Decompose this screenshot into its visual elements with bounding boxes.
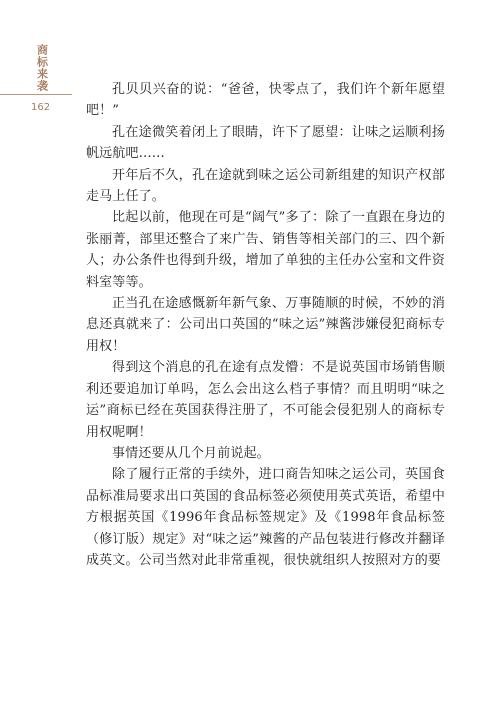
paragraph: 正当孔在途感慨新年新气象、万事随顺的时候，不妙的消息还真就来了：公司出口英国的“味之运”辣酱涉嫌侵犯商标专用权！ [86, 296, 445, 354]
body-text [86, 79, 445, 571]
paragraph: 比起以前，他现在可是“阔气”多了：除了一直跟在身边的张丽菁，部里还整合了来广告、销售等相关部门的三、四个新人；办公条件也得到升级，增加了单独的主任办公室和文件资料室等等。 [86, 210, 445, 290]
paragraph: 孔在途微笑着闭上了眼睛，许下了愿望：让味之运顺利扬帆远航吧…… [86, 124, 445, 162]
paragraph: 得到这个消息的孔在途有点发懵：不是说英国市场销售顺利还要追加订单吗，怎么会出这么档子事情？而且明明“味之运”商标已经在英国获得注册了，不可能会侵犯别人的商标专用权呢啊！ [86, 360, 445, 440]
paragraph: 除了履行正常的手续外，进口商告知味之运公司，英国食品标准局要求出口英国的食品标签必须使用英式英语，希望中方根据英国《1996年食品标签规定》及《1998年食品标签（修订版）规定》对“味之运”辣酱的产品包装进行修改并翻译成英文。公司当然对此非常重视，很快就组织人按照对方的要 [86, 467, 445, 568]
paragraph: 开年后不久，孔在途就到味之运公司新组建的知识产权部走马上任了。 [86, 167, 445, 205]
paragraph: 孔贝贝兴奋的说：“爸爸，快零点了，我们许个新年愿望吧！” [86, 82, 445, 119]
running-header [30, 44, 54, 92]
header-divider [0, 94, 72, 95]
page-number: 162 [31, 102, 51, 113]
paragraph: 事情还要从几个月前说起。 [112, 445, 270, 461]
section-title: 商标来袭 [35, 44, 49, 92]
